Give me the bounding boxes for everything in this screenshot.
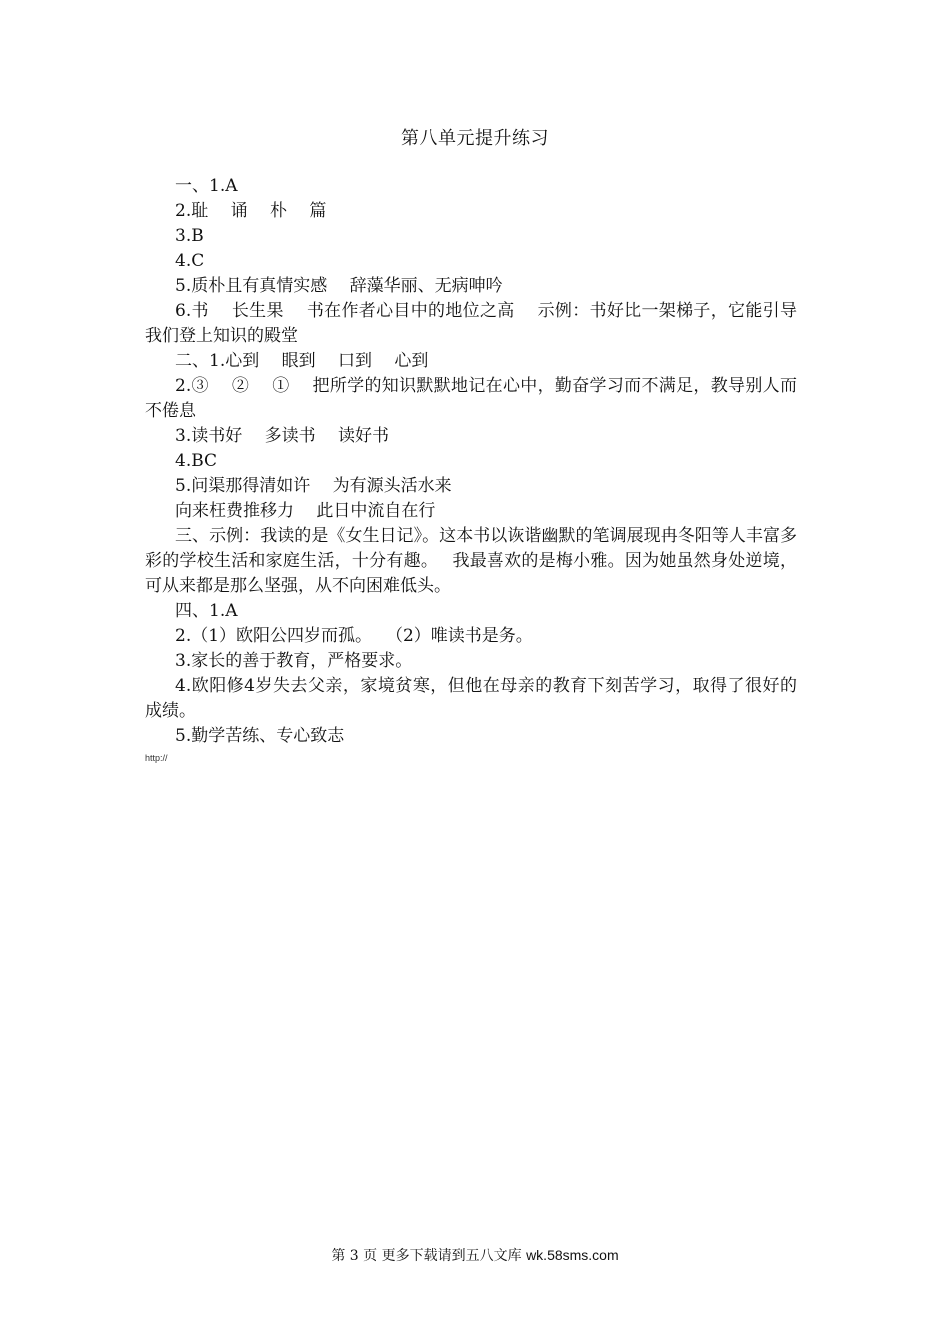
answer-line: 5.质朴且有真情实感 辞藻华丽、无病呻吟 <box>175 276 503 296</box>
answer-line: 4.BC <box>175 451 218 471</box>
answer-line: 5.勤学苦练、专心致志 <box>175 726 345 746</box>
answer-line: 二、1.心到 眼到 口到 心到 <box>175 351 429 371</box>
answer-paragraph: 4.欧阳修4岁失去父亲，家境贫寒，但他在母亲的教育下刻苦学习，取得了很好的成绩。 <box>145 676 797 721</box>
page-footer <box>0 1245 950 1266</box>
answer-paragraph: 三、示例：我读的是《女生日记》。这本书以诙谐幽默的笔调展现冉冬阳等人丰富多彩的学校生活和家庭生活，十分有趣。 我最喜欢的是梅小雅。因为她虽然身处逆境，可从来都是那么坚强，从不向困难低头。 <box>145 526 797 596</box>
answer-line: 5.问渠那得清如许 为有源头活水来 <box>175 476 452 496</box>
answer-line: 3.B <box>175 226 204 246</box>
answer-line: 3.读书好 多读书 读好书 <box>175 426 390 446</box>
url-text: http:// <box>145 753 168 763</box>
footer-page-text: 第 3 页 更多下载请到五八文库 <box>331 1248 522 1264</box>
answer-paragraph: 2.③ ② ① 把所学的知识默默地记在心中，勤奋学习而不满足，教导别人而不倦息 <box>145 376 797 421</box>
answer-content <box>145 174 797 749</box>
answer-paragraph: 6.书 长生果 书在作者心目中的地位之高 示例：书好比一架梯子，它能引导我们登上知识的殿堂 <box>145 301 797 346</box>
answer-line: 四、1.A <box>175 601 238 621</box>
answer-line: 2.（1）欧阳公四岁而孤。 （2）唯读书是务。 <box>175 626 533 646</box>
answer-line: 4.C <box>175 251 205 271</box>
page-title: 第八单元提升练习 <box>401 128 549 149</box>
answer-line: 向来枉费推移力 此日中流自在行 <box>175 501 436 521</box>
footer-site-link[interactable]: wk.58sms.com <box>526 1247 619 1263</box>
answer-line: 一、1.A <box>175 176 238 196</box>
answer-line: 3.家长的善于教育，严格要求。 <box>175 651 413 671</box>
answer-line: 2.耻 诵 朴 篇 <box>175 201 327 221</box>
